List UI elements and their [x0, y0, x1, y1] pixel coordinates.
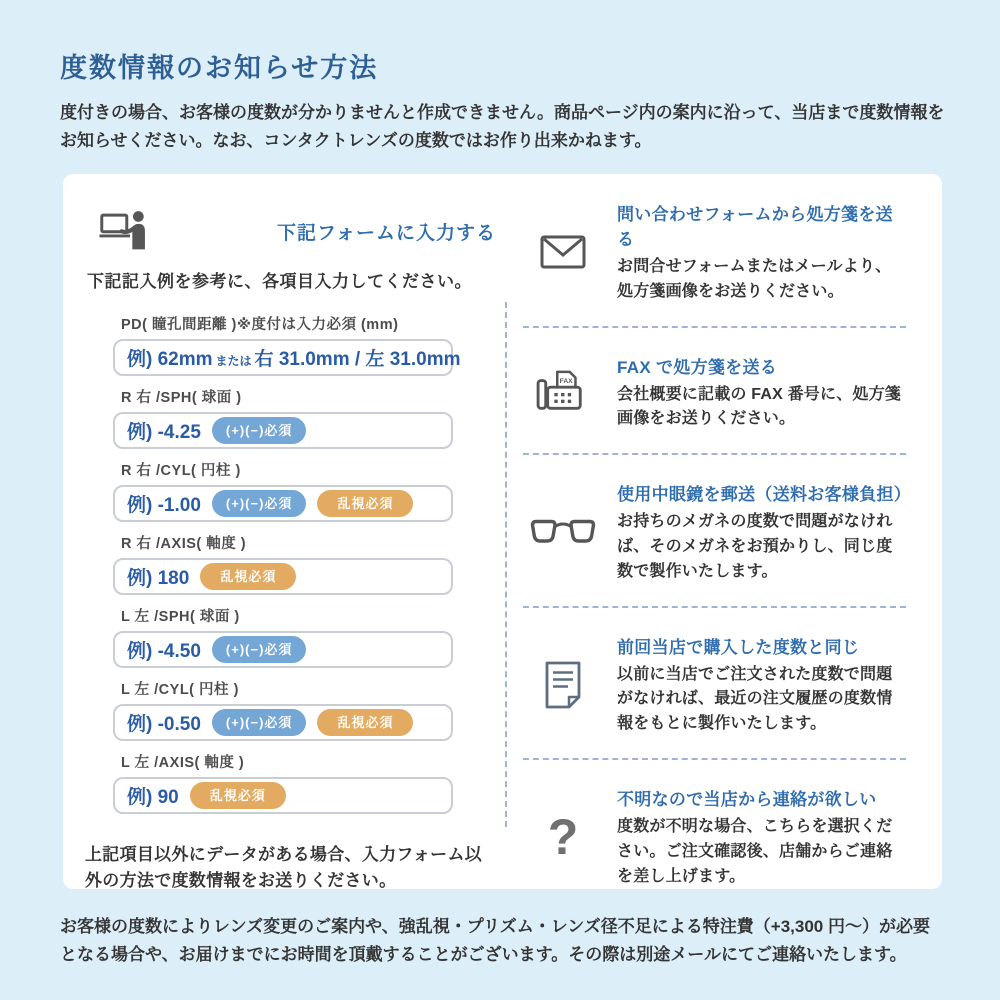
page-title: 度数情報のお知らせ方法: [60, 53, 379, 83]
content-panel: [63, 174, 942, 889]
field-group-r-sph: [113, 386, 503, 449]
example-box: [113, 631, 453, 668]
item-divider: [523, 606, 906, 608]
example-text: 例) 180: [127, 568, 190, 590]
field-group-l-axis: [113, 751, 503, 814]
astigmatism-required-badge: 乱視必須: [190, 782, 286, 809]
method-title: 不明なので当店から連絡が欲しい: [617, 790, 877, 810]
method-item-contact-form: [523, 200, 906, 305]
example-text: 例) 62mm または 右 31.0mm / 左 31.0mm: [127, 349, 461, 371]
method-item-fax: [523, 353, 906, 433]
method-item-unknown: [523, 785, 906, 889]
question-icon: ?: [547, 809, 579, 866]
field-label: R 右 /CYL( 円柱 ): [121, 463, 241, 480]
method-title: 使用中眼鏡を郵送（送料お客様負担）: [617, 485, 912, 505]
footer-note: お客様の度数によりレンズ変更のご案内や、強乱視・プリズム・レンズ径不足による特注費（+3,300 円〜）が必要となる場合や、お届けまでにお時間を頂戴することがございます。その際は別途メールにてご連絡いたします。: [60, 917, 930, 964]
method-body: 会社概要に記載の FAX 番号に、処方箋画像をお送りください。: [617, 385, 902, 428]
example-text: 例) -1.00: [127, 495, 201, 517]
form-section: [63, 174, 503, 889]
required-sign-badge: (+)(−)必須: [212, 490, 307, 517]
example-box: [113, 485, 453, 522]
field-label: L 左 /CYL( 円柱 ): [121, 682, 239, 699]
field-label: PD( 瞳孔間距離 )※度付は入力必須 (mm): [121, 317, 399, 334]
item-divider: [523, 453, 906, 455]
method-body: お問合せフォームまたはメールより、処方箋画像をお送りください。: [617, 258, 892, 300]
form-note: 上記項目以外にデータがある場合、入力フォーム以外の方法で度数情報をお送りください。: [85, 845, 483, 890]
method-text: [617, 200, 906, 305]
form-section-heading: 下記フォームに入力する: [277, 222, 497, 244]
methods-section: [507, 174, 942, 889]
svg-text:FAX: FAX: [559, 378, 573, 386]
field-group-l-cyl: [113, 678, 503, 741]
field-group-pd: [113, 313, 503, 376]
example-text: 例) -4.50: [127, 641, 201, 663]
glasses-icon: [523, 519, 603, 545]
field-group-r-cyl: [113, 459, 503, 522]
method-title: 問い合わせフォームから処方箋を送る: [617, 205, 893, 250]
field-label: L 左 /AXIS( 軸度 ): [121, 755, 245, 772]
astigmatism-required-badge: 乱視必須: [317, 709, 413, 736]
example-text: 例) -4.25: [127, 422, 201, 444]
example-box: [113, 558, 453, 595]
astigmatism-required-badge: 乱視必須: [200, 563, 296, 590]
method-title: 前回当店で購入した度数と同じ: [617, 637, 860, 657]
field-label: L 左 /SPH( 球面 ): [121, 609, 240, 626]
method-item-mail-glasses: [523, 480, 912, 584]
fax-icon: [523, 369, 603, 415]
form-section-header: [99, 210, 503, 252]
method-item-previous-order: [523, 633, 906, 737]
example-text: 例) 90: [127, 787, 179, 809]
example-box: [113, 704, 453, 741]
field-group-l-sph: [113, 605, 503, 668]
form-field-list: [99, 313, 503, 814]
document-icon: [523, 661, 603, 709]
item-divider: [523, 758, 906, 760]
field-label: R 右 /SPH( 球面 ): [121, 390, 242, 407]
mail-icon: [523, 235, 603, 269]
required-sign-badge: (+)(−)必須: [212, 636, 307, 663]
example-text: 例) -0.50: [127, 714, 201, 736]
method-text: [617, 633, 906, 737]
method-body: 度数が不明な場合、こちらを選択ください。ご注文確認後、店舗からご連絡を差し上げます。: [617, 818, 893, 885]
astigmatism-required-badge: 乱視必須: [317, 490, 413, 517]
example-box: [113, 777, 453, 814]
example-box: [113, 339, 461, 376]
intro-text: 度付きの場合、お客様の度数が分かりませんと作成できません。商品ページ内の案内に沿って、当店まで度数情報をお知らせください。なお、コンタクトレンズの度数ではお作り出来かねます。: [60, 103, 945, 150]
method-body: 以前に当店でご注文された度数で問題がなければ、最近の注文履歴の度数情報をもとに製作いたします。: [617, 665, 893, 733]
method-text: [617, 785, 906, 889]
form-entry-icon: [99, 208, 149, 255]
example-box: [113, 412, 453, 449]
form-instruction: 下記記入例を参考に、各項目入力してください。: [87, 272, 472, 292]
item-divider: [523, 326, 906, 328]
required-sign-badge: (+)(−)必須: [212, 709, 307, 736]
field-group-r-axis: [113, 532, 503, 595]
method-text: [617, 353, 906, 433]
method-title: FAX で処方箋を送る: [617, 357, 778, 377]
required-sign-badge: (+)(−)必須: [212, 417, 307, 444]
field-label: R 右 /AXIS( 軸度 ): [121, 536, 247, 553]
method-text: [617, 480, 912, 584]
method-body: お持ちのメガネの度数で問題がなければ、そのメガネをお預かりし、同じ度数で製作いたします。: [617, 513, 893, 580]
